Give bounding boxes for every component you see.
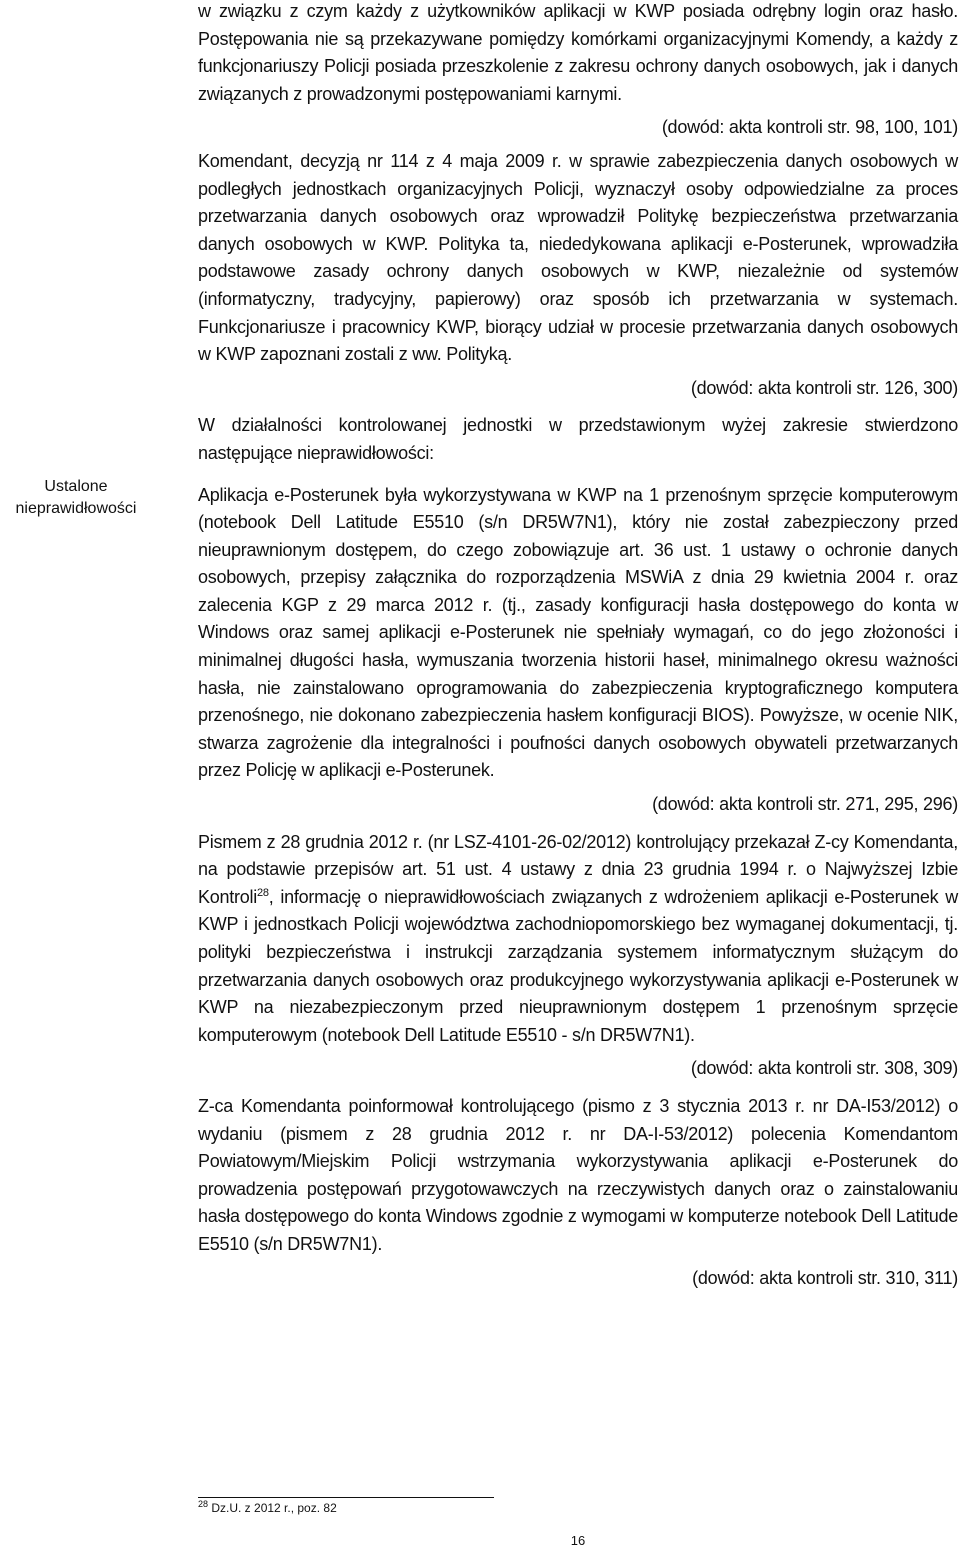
paragraph-finding-notebook: Aplikacja e-Posterunek była wykorzystywana w KWP na 1 przenośnym sprzęcie komputerowym (notebook Dell Latitude E5510 (s/n DR5W7N1), który nie został zabezpieczony przed nieuprawnionym dostępem, do czego zobowiązuje art. 36 ust. 1 ustawy o ochronie danych osobowych, przepisy załącznika do rozporządzenia MSWiA z dnia 29 kwietnia 2004 r. oraz zalecenia KGP z 29 marca 2012 r. (tj., zasady konfiguracji hasła dostępowego do konta w Windows oraz samej aplikacji e-Posterunek nie spełniały wymagań, co do jego złożoności i minimalnej długości hasła, wymuszania tworzenia historii haseł, minimalnego okresu ważności hasła, nie zainstalowano oprogramowania do zabezpieczenia kryptograficznego komputera przenośnego, nie dokonano zabezpieczenia hasłem konfiguracji BIOS). Powyższe, w ocenie NIK, stwarza zagrożenie dla integralności i poufności danych osobowych obywateli przetwarzanych przez Policję w aplikacji e-Posterunek. <box>198 484 958 781</box>
paragraph-decision: Komendant, decyzją nr 114 z 4 maja 2009 r. w sprawie zabezpieczenia danych osobowych w podległych jednostkach organizacyjnych Policji, wyznaczył osoby odpowiedzialne za proces przetwarzania danych osobowych oraz wprowadził Politykę bezpieczeństwa przetwarzania danych osobowych w KWP. Polityka ta, niededykowana aplikacji e-Posterunek, wprowadziła podstawowe zasady ochrony danych osobowych w KWP, niezależnie od systemów (informatyczny, tradycyjny, papierowy) oraz sposób ich przetwarzania w systemach. Funkcjonariusze i pracownicy KWP, biorący udział w procesie przetwarzania danych osobowych w KWP zapoznani zostali z ww. Polityką. <box>198 150 958 365</box>
sidebar-section-label <box>0 476 152 520</box>
evidence-note-3: (dowód: akta kontroli str. 271, 295, 296) <box>652 794 958 815</box>
evidence-note-1: (dowód: akta kontroli str. 98, 100, 101) <box>661 117 958 138</box>
page-number: 16 <box>570 1533 586 1548</box>
footnote-reference: 28 <box>257 886 269 899</box>
evidence-note-4: (dowód: akta kontroli str. 308, 309) <box>690 1058 958 1079</box>
footnote-marker: 28 <box>198 1499 209 1509</box>
sidebar-label-line-1: Ustalone <box>44 478 108 495</box>
paragraph-letter-text-end: , informację o nieprawidłowościach związanych z wdrożeniem aplikacji e-Posterunek w KWP i jednostkach Policji województwa zachodniopomorskiego bez wymaganej dokumentacji, tj. polityki bezpieczeństwa i instrukcji zarządzania systemem informatycznym służącym do przetwarzania danych osobowych oraz produkcyjnego wykorzystywania aplikacji e-Posterunek w KWP na niezabezpieczonym przed nieuprawnionym dostępem 1 przenośnym sprzęcie komputerowym (notebook Dell Latitude E5510 - s/n DR5W7N1). <box>198 886 958 1045</box>
intro-paragraph: w związku z czym każdy z użytkowników aplikacji w KWP posiada odrębny login oraz hasło. Postępowania nie są przekazywane pomiędzy komórkami organizacyjnymi Komendy, a każdy z funkcjonariuszy Policji posiada przeszkolenie z zakresu ochrony danych osobowych, jak i danych związanych z prowadzonymi postępowaniami karnymi. <box>198 1 958 104</box>
paragraph-findings-intro: W działalności kontrolowanej jednostki w przedstawionym wyżej zakresie stwierdzono następujące nieprawidłowości: <box>198 415 958 463</box>
sidebar-label-line-2: nieprawidłowości <box>15 500 137 517</box>
paragraph-deputy-response: Z-ca Komendanta poinformował kontrolującego (pismo z 3 stycznia 2013 r. nr DA-I53/2012) o wydaniu (pismem z 28 grudnia 2012 r. nr DA-I-53/2012) polecenia Komendantom Powiatowym/Miejskim Policji wstrzymania wykorzystywania aplikacji e-Posterunek do prowadzenia postępowań przygotowawczych na rzeczywistych danych oraz o zainstalowaniu hasła dostępowego do konta Windows zgodnie z wymogami w komputerze notebook Dell Latitude E5510 (s/n DR5W7N1). <box>198 1095 958 1254</box>
evidence-note-2: (dowód: akta kontroli str. 126, 300) <box>690 377 958 398</box>
evidence-note-5: (dowód: akta kontroli str. 310, 311) <box>692 1267 958 1288</box>
footnote-text: Dz.U. z 2012 r., poz. 82 <box>208 1501 337 1515</box>
paragraph-letter-to-deputy <box>198 829 958 1050</box>
paragraph-letter-text-start: Pismem z 28 grudnia 2012 r. (nr LSZ-4101-26-02/2012) kontrolujący przekazał Z-cy Komendanta, na podstawie przepisów art. 51 ust. 4 ustawy z dnia 23 grudnia 1994 r. o Najwyższej Izbie Kontroli <box>198 831 958 907</box>
footnote-divider <box>198 1497 494 1498</box>
footnote <box>198 1500 337 1516</box>
main-text-column <box>198 0 958 1292</box>
